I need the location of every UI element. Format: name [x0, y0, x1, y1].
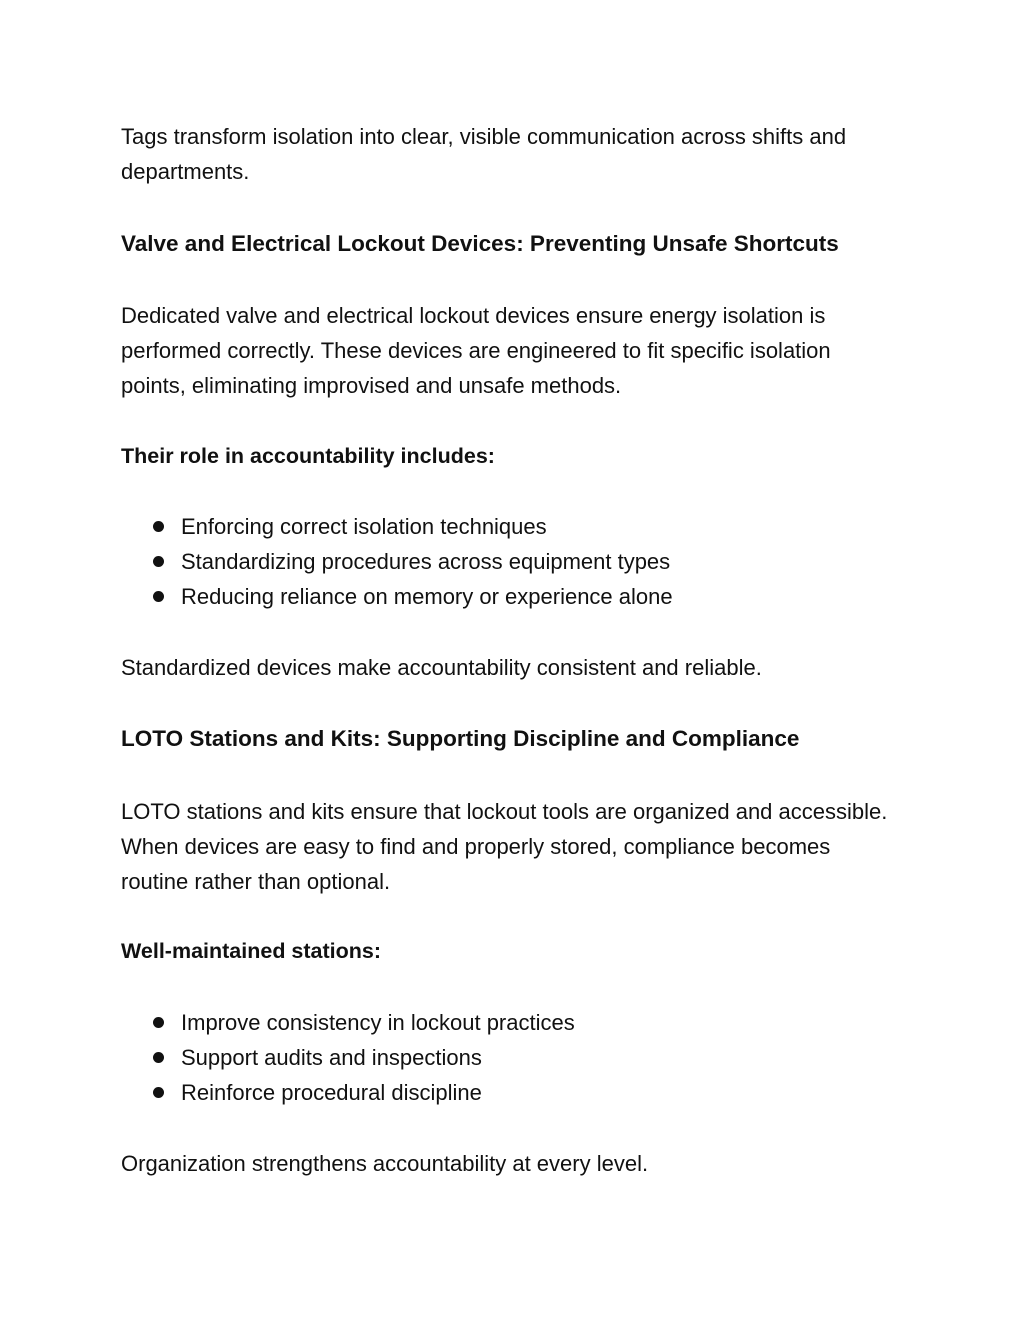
list-item: [121, 544, 891, 579]
bullet-icon: [153, 591, 164, 602]
list-item-text: Reducing reliance on memory or experience alone: [181, 584, 673, 609]
list-label-accountability: Their role in accountability includes:: [121, 444, 495, 468]
section-closing-loto-stations: Organization strengthens accountability at every level.: [121, 1151, 649, 1176]
list-item: [121, 1040, 891, 1075]
list-item: [121, 579, 891, 614]
bullet-icon: [153, 1087, 164, 1098]
bullet-icon: [153, 1052, 164, 1063]
accountability-bullet-list: [121, 509, 891, 614]
section-closing-valve-electrical: Standardized devices make accountability consistent and reliable.: [121, 655, 762, 680]
list-label-stations: Well-maintained stations:: [121, 939, 382, 963]
list-item: [121, 1005, 891, 1040]
list-item-text: Standardizing procedures across equipment types: [181, 549, 671, 574]
bullet-icon: [153, 556, 164, 567]
intro-paragraph: Tags transform isolation into clear, visible communication across shifts and departments.: [121, 124, 847, 184]
list-item-text: Improve consistency in lockout practices: [181, 1010, 575, 1035]
list-item: [121, 1075, 891, 1110]
section-heading-loto-stations: LOTO Stations and Kits: Supporting Discipline and Compliance: [121, 726, 800, 751]
bullet-icon: [153, 1017, 164, 1028]
section-heading-valve-electrical: Valve and Electrical Lockout Devices: Preventing Unsafe Shortcuts: [121, 231, 839, 256]
section-paragraph-loto-stations: LOTO stations and kits ensure that lockout tools are organized and accessible. When devices are easy to find and properly stored, compliance becomes routine rather than optional.: [121, 799, 888, 894]
list-item: [121, 509, 891, 544]
list-item-text: Support audits and inspections: [181, 1045, 482, 1070]
list-item-text: Enforcing correct isolation techniques: [181, 514, 547, 539]
section-paragraph-valve-electrical: Dedicated valve and electrical lockout devices ensure energy isolation is performed correctly. These devices are engineered to fit specific isolation points, eliminating improvised and unsafe methods.: [121, 303, 831, 398]
list-item-text: Reinforce procedural discipline: [181, 1080, 482, 1105]
stations-bullet-list: [121, 1005, 891, 1110]
bullet-icon: [153, 521, 164, 532]
